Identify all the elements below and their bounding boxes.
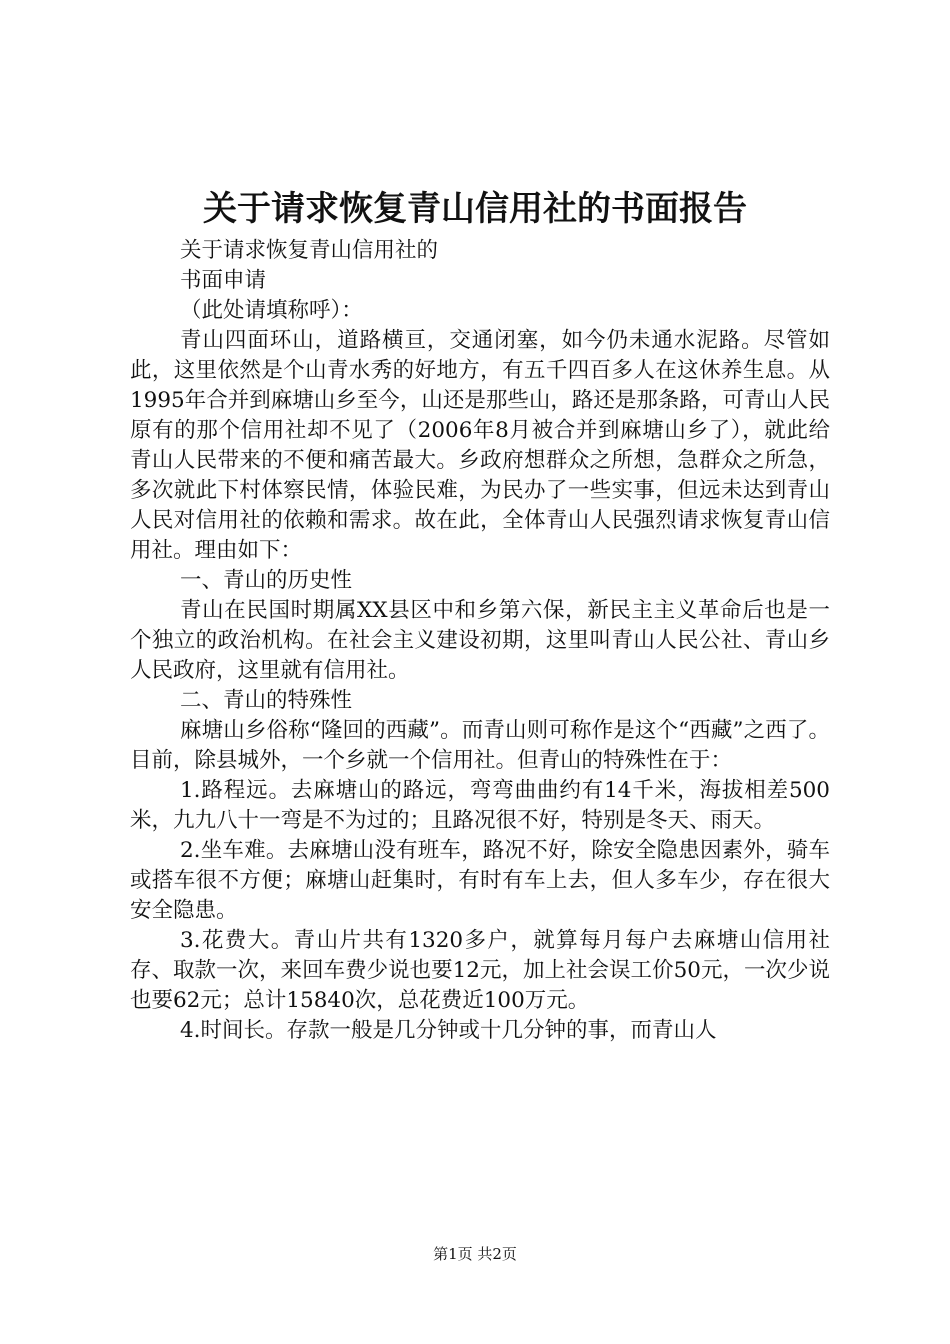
- list-item-cost: 3.花费大。青山片共有1320多户，就算每月每户去麻塘山信用社存、取款一次，来回车费少说也要12元，加上社会误工价50元，一次少说也要62元；总计15840次，总花费近100万元。: [130, 928, 830, 1013]
- list-item-time: 4.时间长。存款一般是几分钟或十几分钟的事，而青山人: [180, 1018, 717, 1043]
- list-item-distance: 1.路程远。去麻塘山的路远，弯弯曲曲约有14千米，海拔相差500米，九九八十一弯是不为过的；且路况很不好，特别是冬天、雨天。: [130, 778, 830, 833]
- paragraph-history: 青山在民国时期属XX县区中和乡第六保，新民主主义革命后也是一个独立的政治机构。在社会主义建设初期，这里叫青山人民公社、青山乡人民政府，这里就有信用社。: [130, 598, 830, 683]
- paragraph-special: 麻塘山乡俗称“隆回的西藏”。而青山则可称作是这个“西藏”之西了。目前，除县城外，一个乡就一个信用社。但青山的特殊性在于：: [130, 718, 830, 773]
- document-title: 关于请求恢复青山信用社的书面报告: [203, 189, 747, 229]
- page-footer: 第1页 共2页: [433, 1245, 517, 1263]
- paragraph-intro: 青山四面环山，道路横亘，交通闭塞，如今仍未通水泥路。尽管如此，这里依然是个山青水秀的好地方，有五千四百多人在这休养生息。从1995年合并到麻塘山乡至今，山还是那些山，路还是那条路，可青山人民原有的那个信用社却不见了（2006年8月被合并到麻塘山乡了），就此给青山人民带来的不便和痛苦最大。乡政府想群众之所想，急群众之所急，多次就此下村体察民情，体验民难，为民办了一些实事，但远未达到青山人民对信用社的依赖和需求。故在此，全体青山人民强烈请求恢复青山信用社。理由如下：: [130, 328, 830, 563]
- list-item-transport: 2.坐车难。去麻塘山没有班车，路况不好，除安全隐患因素外，骑车或搭车很不方便；麻塘山赶集时，有时有车上去，但人多车少，存在很大安全隐患。: [130, 838, 830, 923]
- document-body: [130, 236, 830, 1046]
- section-heading-history: 一、青山的历史性: [180, 568, 353, 593]
- heading-line-2: 书面申请: [180, 268, 267, 293]
- heading-line-1: 关于请求恢复青山信用社的: [180, 238, 439, 263]
- section-heading-special: 二、青山的特殊性: [180, 688, 353, 713]
- salutation: （此处请填称呼）：: [180, 298, 363, 323]
